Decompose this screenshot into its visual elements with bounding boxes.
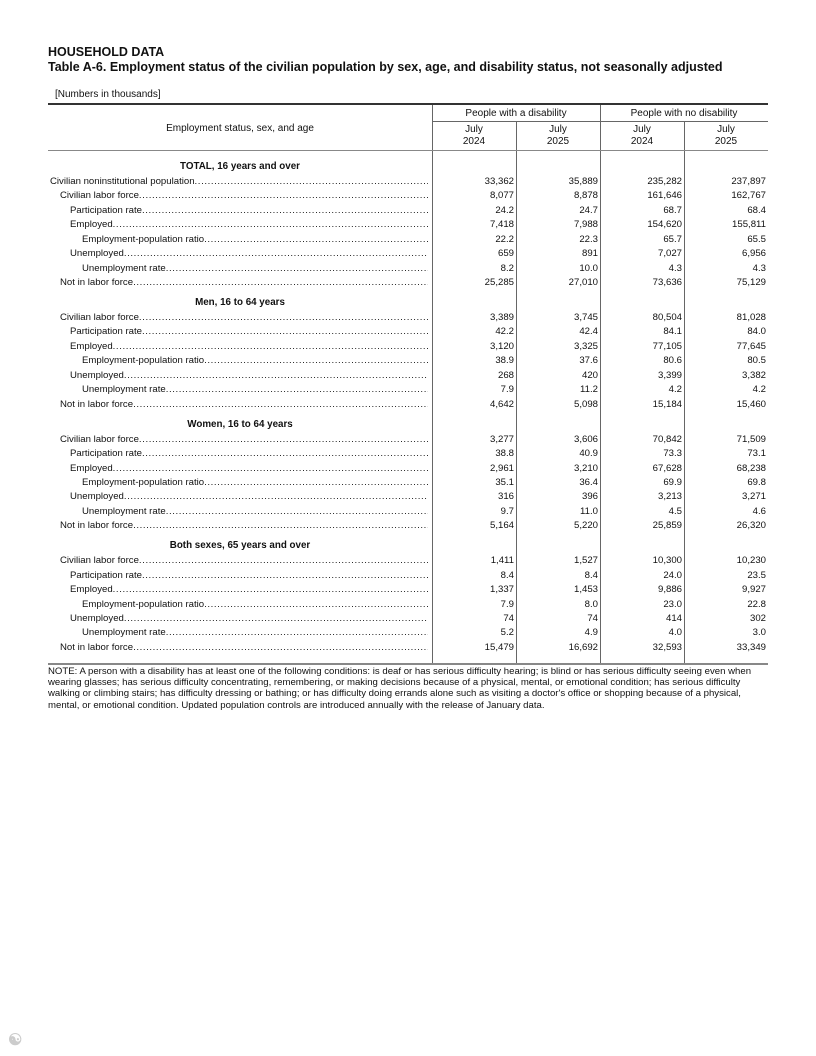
row-label-text: Not in labor force (60, 277, 134, 289)
cell-value: 11.2 (580, 384, 598, 396)
row-label (70, 369, 428, 383)
cell-value: 3,399 (657, 369, 682, 381)
cell-value: 80,504 (652, 312, 682, 323)
cell-value: 162,767 (731, 190, 766, 202)
table-row (48, 433, 768, 447)
cell-value: 3,271 (741, 491, 766, 503)
row-label (70, 569, 428, 583)
row-label-text: Participation rate (70, 204, 142, 216)
cell-value: 67,628 (652, 462, 682, 474)
cell-value: 23.5 (747, 569, 766, 581)
units-note: [Numbers in thousands] (55, 89, 161, 100)
table-row (48, 612, 768, 626)
row-label-text: Participation rate (70, 326, 142, 338)
cell-value: 155,811 (732, 219, 766, 231)
cell-value: 40.9 (579, 448, 598, 460)
cell-value: 24.7 (579, 204, 598, 216)
cell-value: 4.0 (668, 627, 682, 639)
row-label-text: Unemployment rate (82, 627, 166, 639)
period-year: 2025 (714, 136, 738, 147)
cell-value: 24.2 (495, 204, 514, 216)
row-label (70, 247, 428, 261)
data-table (48, 103, 768, 665)
cell-value: 4.9 (584, 627, 598, 639)
cell-value: 71,509 (736, 433, 766, 445)
cell-value: 8.2 (500, 262, 514, 274)
row-label-text: Not in labor force (60, 641, 134, 653)
cell-value: 81,028 (736, 312, 766, 323)
table-row (48, 554, 768, 568)
cell-value: 6,956 (741, 248, 766, 260)
cell-value: 3,277 (489, 433, 514, 445)
category-heading: HOUSEHOLD DATA (48, 45, 165, 59)
table-row (48, 276, 768, 290)
row-label-text: Employment-population ratio (82, 233, 205, 245)
table-row (48, 325, 768, 339)
cell-value: 65.5 (747, 233, 766, 245)
cell-value: 26,320 (736, 520, 766, 532)
table-row (48, 247, 768, 261)
cell-value: 3,382 (741, 369, 766, 381)
row-label (82, 505, 428, 519)
table-row (48, 490, 768, 504)
cell-value: 33,349 (736, 641, 766, 653)
table-row (48, 447, 768, 461)
row-label (70, 218, 428, 232)
cell-value: 7.9 (500, 598, 514, 610)
cell-value: 4,642 (489, 398, 514, 410)
cell-value: 69.9 (663, 476, 682, 488)
cell-value: 8,878 (573, 190, 598, 202)
row-label (82, 262, 428, 276)
row-label-text: Not in labor force (60, 520, 134, 532)
table-row (48, 398, 768, 412)
table-row (48, 626, 768, 640)
table-row (48, 598, 768, 612)
row-label-text: Civilian labor force (60, 312, 139, 323)
cell-value: 3,120 (489, 340, 514, 352)
row-label-text: Unemployed (70, 369, 124, 381)
row-label (50, 175, 428, 189)
cell-value: 75,129 (736, 277, 766, 289)
cell-value: 237,897 (731, 175, 766, 187)
row-label (82, 233, 428, 247)
table-row (48, 262, 768, 276)
row-label-text: Civilian noninstitutional population (50, 175, 195, 187)
cell-value: 38.8 (495, 448, 514, 460)
header-rule (48, 150, 768, 151)
cell-value: 9.7 (500, 505, 514, 517)
period-year: 2024 (630, 136, 654, 147)
cell-value: 11.0 (580, 505, 598, 517)
cell-value: 36.4 (579, 476, 598, 488)
cell-value: 22.2 (495, 233, 514, 245)
cell-value: 80.6 (663, 355, 682, 367)
cell-value: 154,620 (647, 219, 682, 231)
cell-value: 24.0 (663, 569, 682, 581)
cell-value: 5,098 (573, 398, 598, 410)
table-row (48, 583, 768, 597)
cell-value: 10.0 (579, 262, 598, 274)
cell-value: 1,337 (489, 584, 514, 596)
row-label (60, 641, 428, 655)
cell-value: 268 (497, 369, 514, 381)
cell-value: 1,527 (573, 555, 598, 567)
cell-value: 27,010 (568, 277, 598, 289)
row-label (82, 626, 428, 640)
cell-value: 42.4 (579, 326, 598, 338)
cell-value: 8,077 (489, 190, 514, 202)
row-label (82, 476, 428, 490)
cell-value: 3,745 (573, 312, 598, 323)
cell-value: 74 (587, 613, 598, 624)
cell-value: 5,164 (489, 520, 514, 532)
row-label-text: Unemployment rate (82, 262, 166, 274)
period-header (600, 124, 684, 148)
cell-value: 68,238 (736, 462, 766, 474)
cell-value: 7.9 (500, 384, 514, 396)
row-label (70, 612, 428, 626)
row-label (70, 462, 428, 476)
row-label (60, 433, 428, 447)
cell-value: 15,460 (736, 398, 766, 410)
row-label (70, 340, 428, 354)
group-header-disability: People with a disability (465, 108, 567, 119)
group-header-no-disability: People with no disability (630, 108, 738, 119)
row-label-text: Unemployed (70, 248, 124, 260)
table-row (48, 204, 768, 218)
cell-value: 25,285 (484, 277, 514, 289)
period-year: 2024 (462, 136, 486, 147)
table-row (48, 175, 768, 189)
cell-value: 16,692 (568, 641, 598, 653)
period-month: July (465, 124, 483, 135)
cell-value: 65.7 (663, 233, 682, 245)
period-header (516, 124, 600, 148)
row-label (82, 383, 428, 397)
row-label-text: Employment-population ratio (82, 598, 205, 610)
cell-value: 25,859 (652, 520, 682, 532)
period-header (684, 124, 768, 148)
table-row (48, 340, 768, 354)
cell-value: 35,889 (568, 175, 598, 187)
cell-value: 32,593 (652, 641, 682, 653)
cell-value: 84.1 (663, 326, 682, 338)
row-label-text: Employment-population ratio (82, 476, 205, 488)
cell-value: 69.8 (747, 476, 766, 488)
cell-value: 235,282 (647, 175, 682, 187)
row-label (60, 398, 428, 412)
table-row (48, 233, 768, 247)
row-label (82, 598, 428, 612)
cell-value: 4.3 (752, 262, 766, 274)
section-heading: TOTAL, 16 years and over (180, 161, 300, 172)
table-row (48, 462, 768, 476)
cell-value: 2,961 (489, 462, 514, 474)
cell-value: 68.7 (663, 204, 682, 216)
footnote: NOTE: A person with a disability has at least one of the following conditions: is deaf or has serious difficulty hearing; is blind or has serious difficulty seeing even when wearing glasses; has serious difficulty concentrating, remembering, or making decisions because of a physical, mental, or emotional condition; has serious difficulty walking or climbing stairs; has difficulty dressing or bathing; or has difficulty doing errands alone such as visiting a doctor's office or shopping because of a physical, mental, or emotional condition. Updated population controls are introduced annually with the release of January data. (48, 666, 752, 711)
section-heading: Women, 16 to 64 years (187, 418, 293, 430)
cell-value: 3,213 (657, 491, 682, 503)
row-label-text: Employed (70, 584, 113, 596)
cell-value: 4.6 (752, 505, 766, 517)
watermark-logo: ☯ (8, 1032, 23, 1049)
period-month: July (633, 124, 651, 135)
row-label (60, 189, 428, 203)
section-heading: Both sexes, 65 years and over (169, 540, 311, 552)
table-row (48, 383, 768, 397)
cell-value: 10,230 (736, 555, 766, 567)
cell-value: 4.2 (668, 384, 682, 396)
section-heading: Men, 16 to 64 years (195, 297, 285, 309)
row-label-text: Employed (70, 219, 113, 231)
cell-value: 3,389 (489, 312, 514, 323)
table-row (48, 641, 768, 655)
cell-value: 8.4 (500, 569, 514, 581)
row-label (82, 354, 428, 368)
cell-value: 33,362 (484, 175, 514, 187)
cell-value: 420 (581, 369, 598, 381)
cell-value: 396 (581, 491, 598, 503)
cell-value: 9,886 (657, 584, 682, 596)
cell-value: 161,646 (647, 190, 682, 202)
cell-value: 302 (749, 613, 766, 624)
cell-value: 5.2 (500, 627, 514, 639)
cell-value: 77,105 (652, 340, 682, 352)
row-label-text: Unemployed (70, 491, 124, 503)
cell-value: 3,210 (573, 462, 598, 474)
period-year: 2025 (546, 136, 570, 147)
cell-value: 42.2 (495, 326, 514, 338)
table-row (48, 519, 768, 533)
period-month: July (549, 124, 567, 135)
cell-value: 7,988 (573, 219, 598, 231)
cell-value: 8.0 (584, 598, 598, 610)
cell-value: 3.0 (752, 627, 766, 639)
cell-value: 1,411 (490, 555, 514, 567)
cell-value: 15,479 (484, 641, 514, 653)
table-row (48, 476, 768, 490)
row-label-text: Civilian labor force (60, 190, 139, 202)
cell-value: 35.1 (495, 476, 514, 488)
row-label (60, 311, 428, 325)
cell-value: 5,220 (573, 520, 598, 532)
row-label (70, 490, 428, 504)
row-label-text: Not in labor force (60, 398, 134, 410)
row-label-text: Unemployed (70, 613, 124, 624)
cell-value: 73.1 (747, 448, 766, 460)
cell-value: 22.8 (747, 598, 766, 610)
row-label-text: Civilian labor force (60, 433, 139, 445)
row-label (70, 447, 428, 461)
row-label-text: Participation rate (70, 448, 142, 460)
cell-value: 8.4 (584, 569, 598, 581)
table-row (48, 569, 768, 583)
cell-value: 73.3 (663, 448, 682, 460)
cell-value: 4.5 (668, 505, 682, 517)
cell-value: 70,842 (652, 433, 682, 445)
table-row (48, 189, 768, 203)
period-header (432, 124, 516, 148)
table-row (48, 311, 768, 325)
cell-value: 84.0 (747, 326, 766, 338)
row-label (70, 325, 428, 339)
row-label-text: Participation rate (70, 569, 142, 581)
cell-value: 4.3 (668, 262, 682, 274)
cell-value: 38.9 (495, 355, 514, 367)
row-label (60, 554, 428, 568)
cell-value: 74 (503, 613, 514, 624)
table-row (48, 218, 768, 232)
row-label-text: Unemployment rate (82, 505, 166, 517)
table-row (48, 505, 768, 519)
table-row (48, 354, 768, 368)
cell-value: 37.6 (579, 355, 598, 367)
cell-value: 77,645 (736, 340, 766, 352)
cell-value: 80.5 (747, 355, 766, 367)
row-label-text: Employed (70, 462, 113, 474)
cell-value: 15,184 (652, 398, 682, 410)
cell-value: 659 (497, 248, 514, 260)
row-label (70, 583, 428, 597)
cell-value: 4.2 (752, 384, 766, 396)
cell-value: 316 (497, 491, 514, 503)
cell-value: 73,636 (652, 277, 682, 289)
table-row (48, 369, 768, 383)
cell-value: 7,027 (657, 248, 682, 260)
cell-value: 3,606 (573, 433, 598, 445)
row-label (60, 519, 428, 533)
cell-value: 1,453 (573, 584, 598, 596)
table-title: Table A-6. Employment status of the civilian population by sex, age, and disability status, not seasonally adjusted (48, 60, 723, 74)
cell-value: 414 (665, 613, 682, 624)
row-label-text: Employed (70, 340, 113, 352)
cell-value: 22.3 (579, 233, 598, 245)
cell-value: 10,300 (652, 555, 682, 567)
cell-value: 891 (581, 248, 598, 260)
row-label (70, 204, 428, 218)
row-label (60, 276, 428, 290)
row-label-text: Employment-population ratio (82, 355, 205, 367)
row-label-text: Civilian labor force (60, 555, 139, 567)
cell-value: 7,418 (489, 219, 514, 231)
cell-value: 68.4 (747, 204, 766, 216)
period-month: July (717, 124, 735, 135)
cell-value: 23.0 (663, 598, 682, 610)
row-label-text: Unemployment rate (82, 384, 166, 396)
cell-value: 3,325 (573, 340, 598, 352)
header-rule (432, 121, 768, 122)
stub-header: Employment status, sex, and age (166, 123, 314, 134)
cell-value: 9,927 (741, 584, 766, 596)
